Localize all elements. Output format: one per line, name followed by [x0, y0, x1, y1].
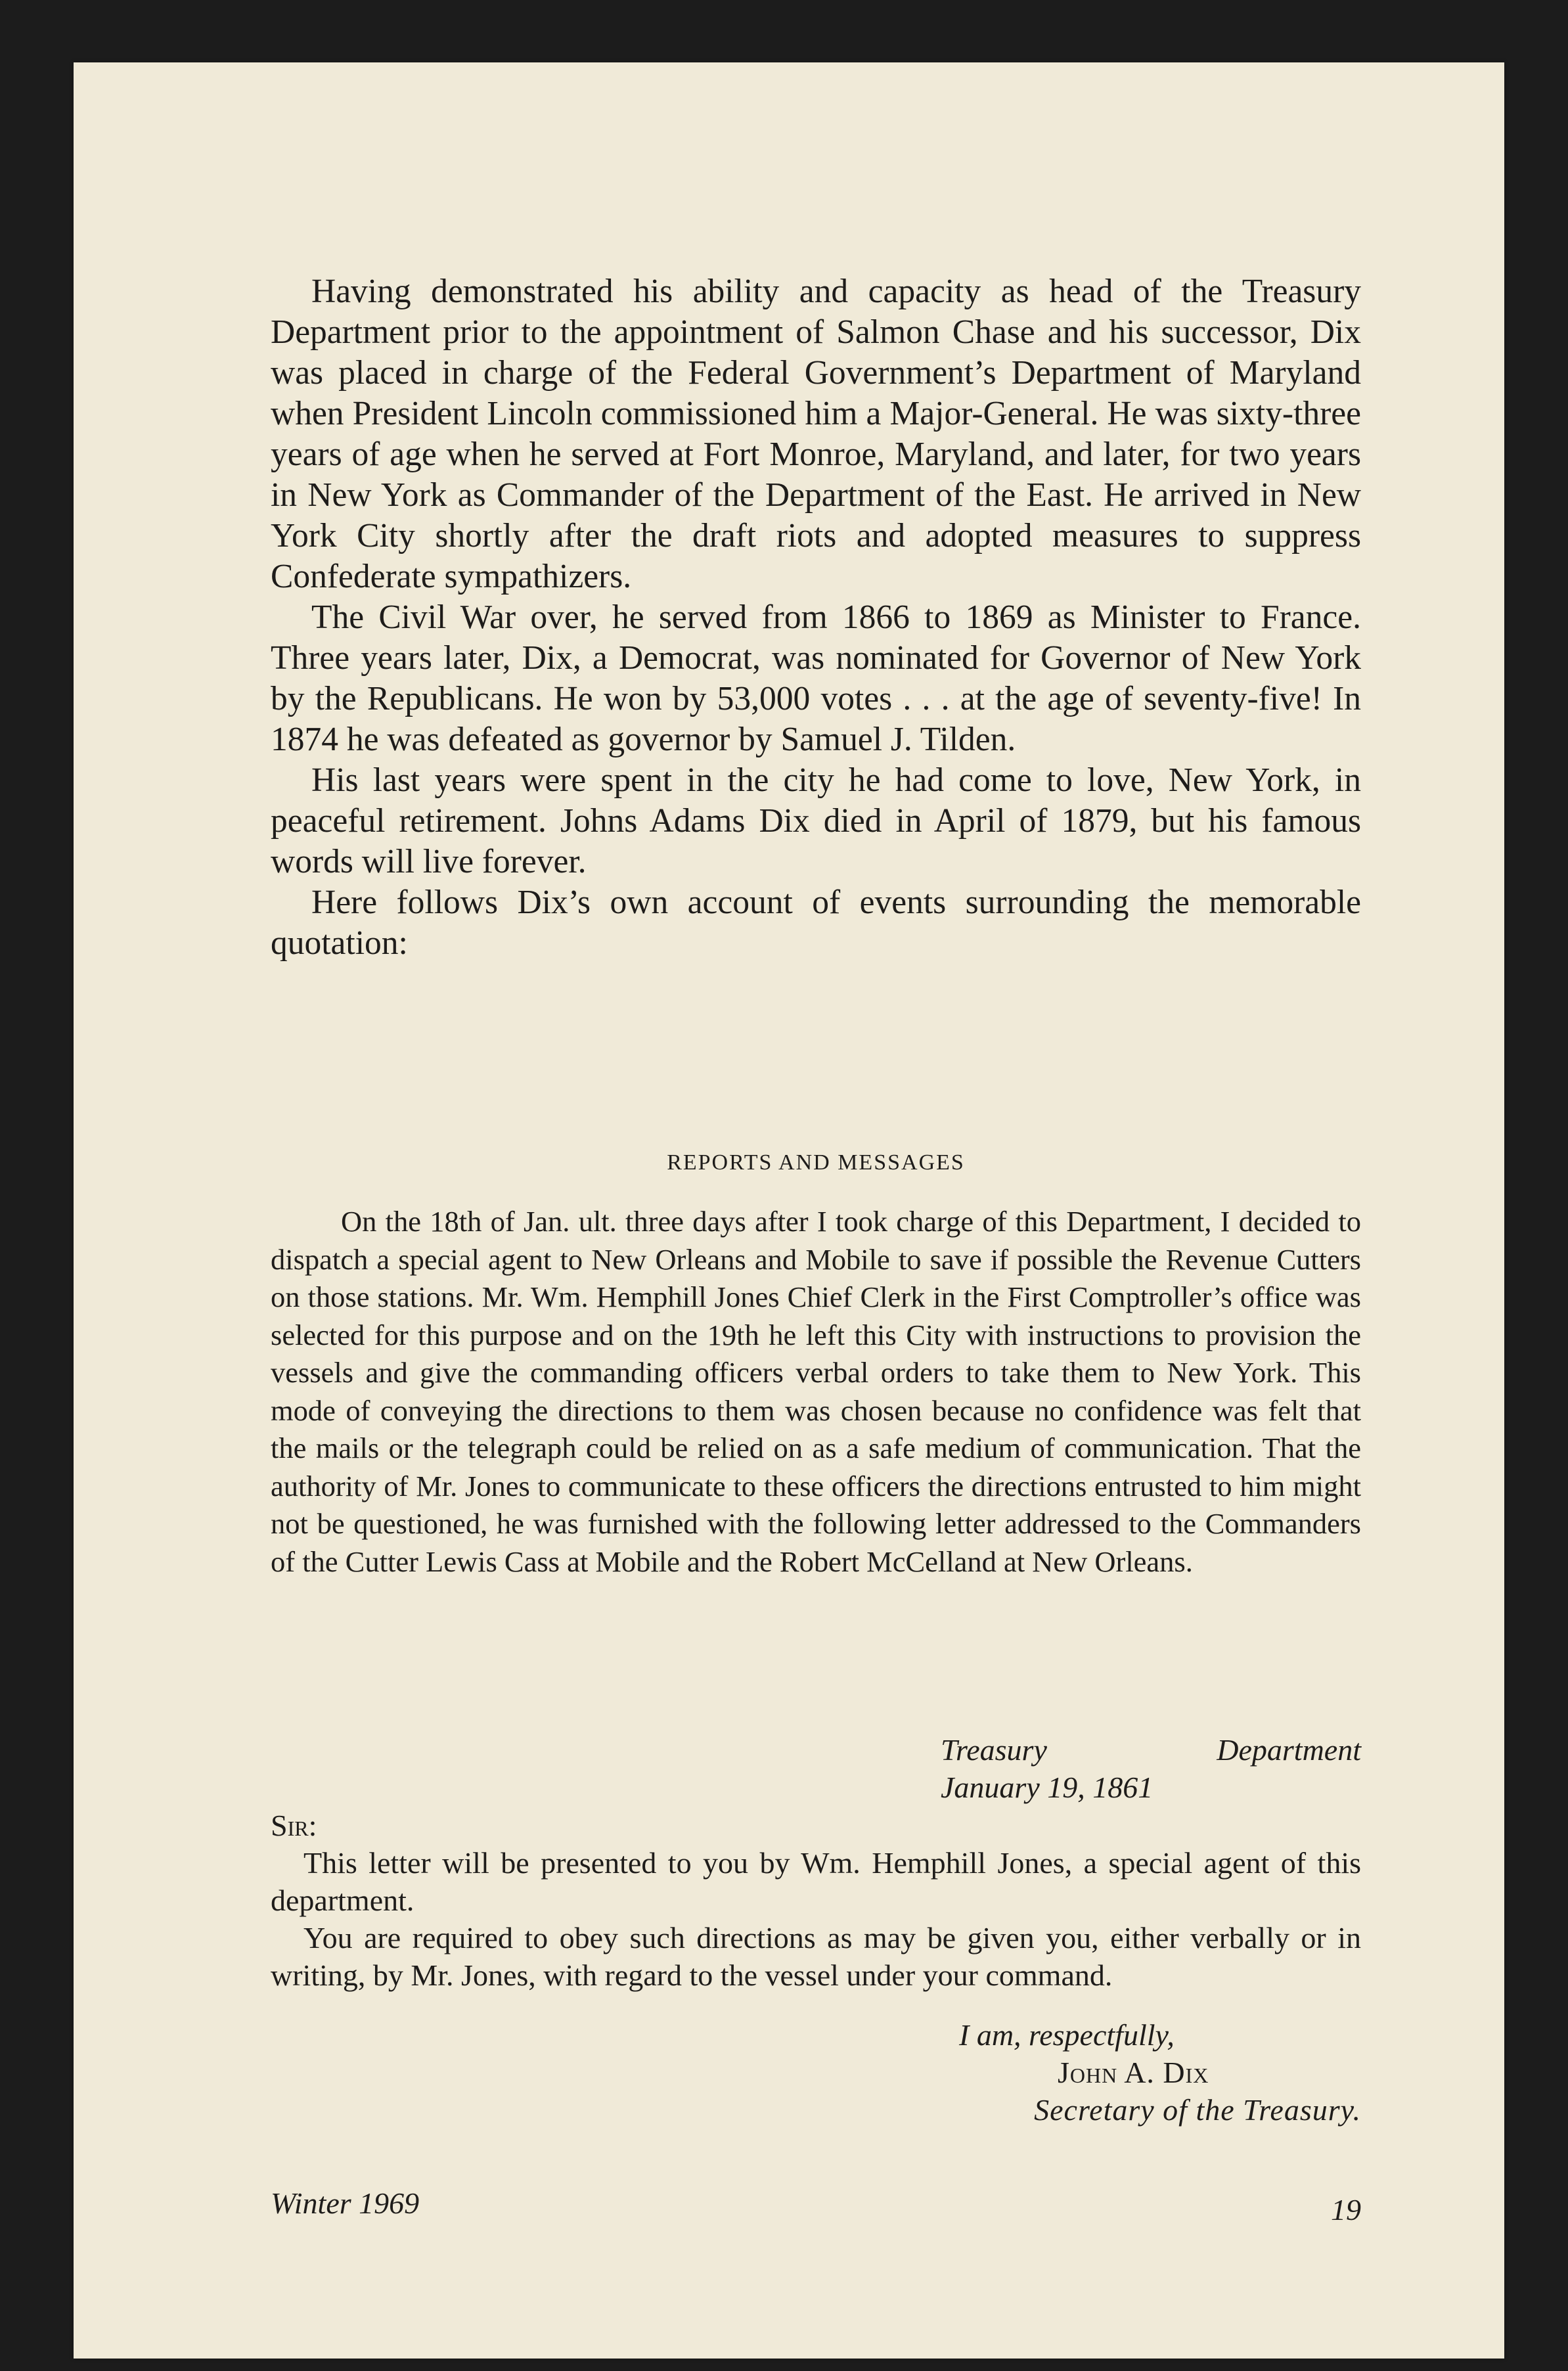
letter-salutation: [271, 1807, 317, 1844]
report-paragraph: On the 18th of Jan. ult. three days after I took charge of this Department, I decided to dispatch a special agent to New Orleans and Mobile to save if possible the Revenue Cutters on those stations. Mr. Wm. Hemphill Jones Chief Clerk in the First Comptroller’s office was selected for this purpose and on the 19th he left this City with instructions to provision the vessels and give the commanding officers verbal orders to take them to New York. This mode of conveying the directions to them was chosen because no confidence was felt that the mails or the telegraph could be relied on as a safe medium of communication. That the authority of Mr. Jones to communicate to these officers the directions entrusted to him might not be questioned, he was furnished with the following letter addressed to the Commanders of the Cutter Lewis Cass at Mobile and the Robert McCelland at New Orleans.: [271, 1205, 1361, 1578]
footer-issue: Winter 1969: [271, 2186, 420, 2220]
letter-heading: [941, 1731, 1361, 1806]
article-paragraph-2: The Civil War over, he served from 1866 to 1869 as Minister to France. Three years later, Dix, a Democrat, was nominated for Governor of New York by the Republicans. He won by 53,000 votes . . . at the age of seventy-five! In 1874 he was defeated as governor by Samuel J. Tilden.: [271, 598, 1361, 758]
document-page: [74, 62, 1504, 2359]
letter-closing: [888, 2016, 1361, 2129]
article-paragraph-1: Having demonstrated his ability and capacity as head of the Treasury Department prior to the appointment of Salmon Chase and his successor, Dix was placed in charge of the Federal Government’s Department of Maryland when President Lincoln commissioned him a Major-General. He was sixty-three years of age when he served at Fort Monroe, Maryland, and later, for two years in New York as Commander of the Department of the East. He arrived in New York City shortly after the draft riots and adopted measures to suppress Confederate sympathizers.: [271, 273, 1361, 595]
report-body: [271, 1203, 1361, 1581]
article-paragraph-4: Here follows Dix’s own account of events surrounding the memorable quotation:: [271, 884, 1361, 962]
signature-title: Secretary of the Treasury.: [1034, 2093, 1361, 2127]
letter-paragraph-1: This letter will be presented to you by Wm. Hemphill Jones, a special agent of this department.: [271, 1846, 1361, 1917]
letter-department: Treasury Department: [941, 1733, 1361, 1767]
letter-body: [271, 1844, 1361, 1994]
article-body: [271, 271, 1361, 964]
letter-paragraph-2: You are required to obey such directions as may be given you, either verbally or in writing, by Mr. Jones, with regard to the vessel under your command.: [271, 1921, 1361, 1992]
letter-date: January 19, 1861: [941, 1771, 1154, 1804]
signature-name: John A. Dix: [1058, 2056, 1209, 2089]
salutation-text: Sir:: [271, 1809, 317, 1842]
article-paragraph-3: His last years were spent in the city he had come to love, New York, in peaceful retirement. Johns Adams Dix died in April of 1879, but his famous words will live forever.: [271, 761, 1361, 880]
page-number: 19: [1331, 2193, 1361, 2226]
section-heading: REPORTS AND MESSAGES: [667, 1150, 965, 1175]
closing-phrase: I am, respectfully,: [959, 2018, 1175, 2052]
